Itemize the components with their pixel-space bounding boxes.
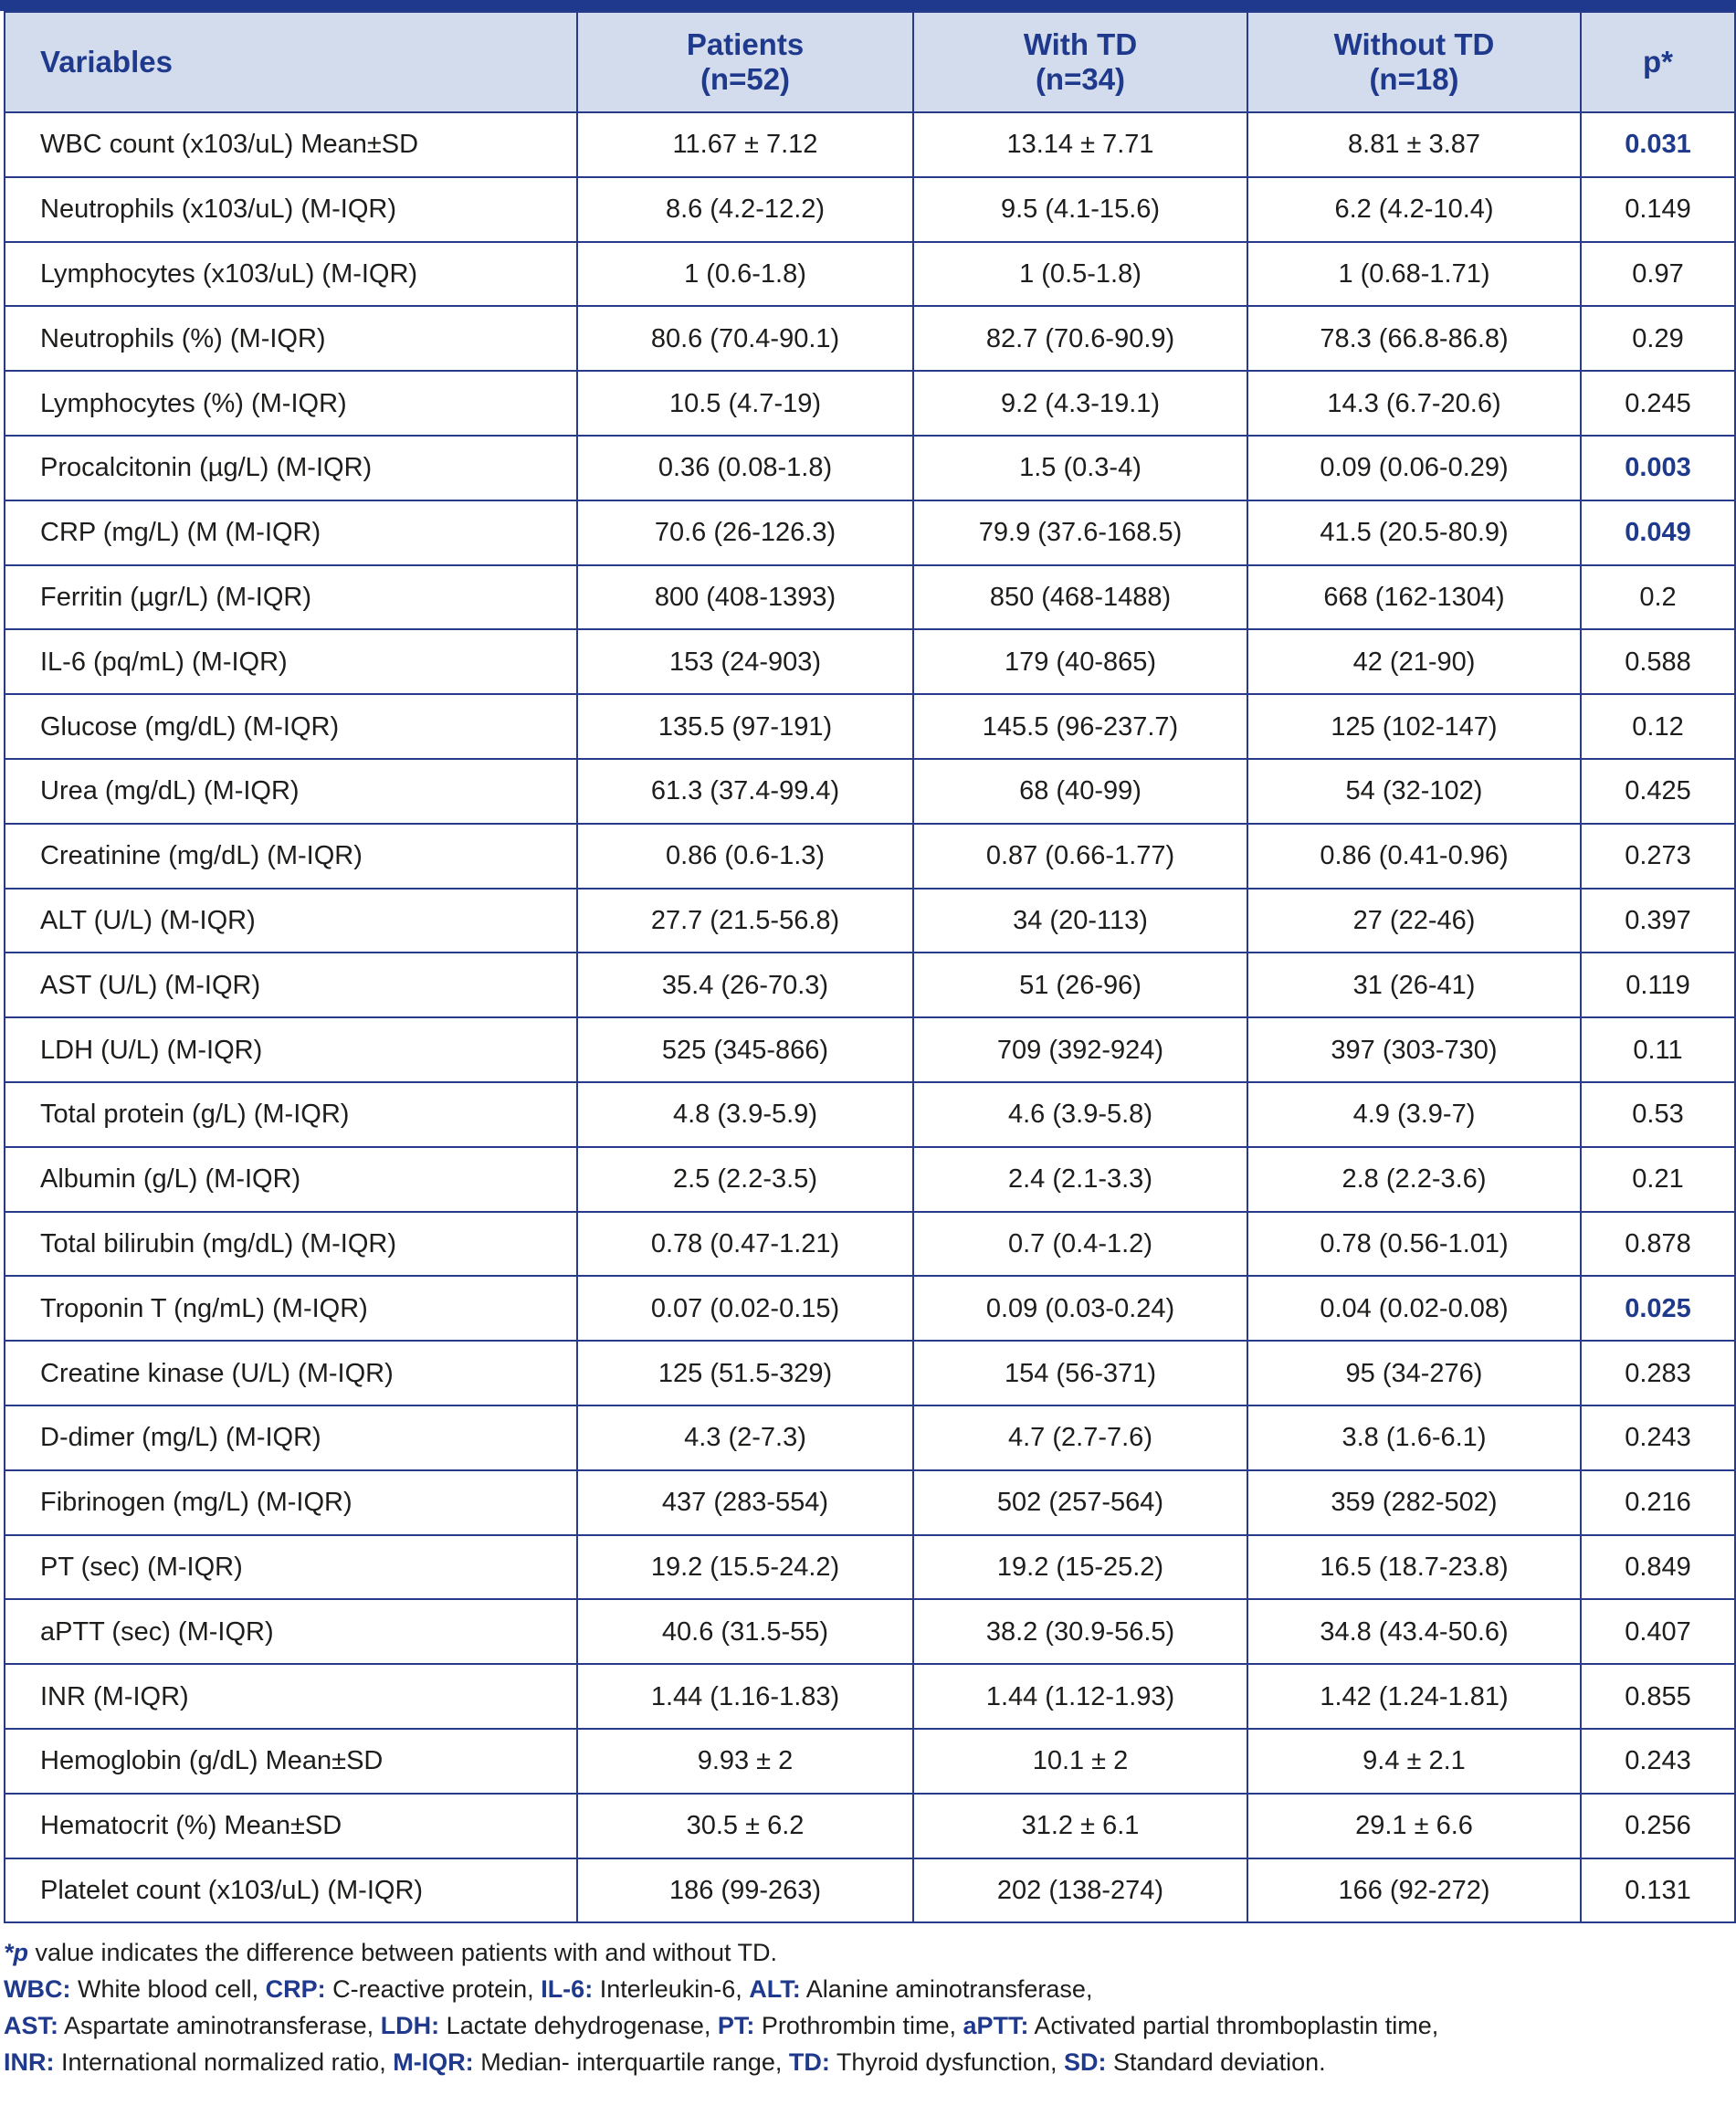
abbreviation-term: LDH: — [380, 2012, 440, 2039]
cell-without-td: 3.8 (1.6-6.1) — [1247, 1405, 1581, 1470]
cell-variable: Procalcitonin (µg/L) (M-IQR) — [5, 436, 577, 500]
abbreviation-term: ALT: — [749, 1975, 801, 2003]
abbreviation-term: CRP: — [265, 1975, 326, 2003]
cell-with-td: 10.1 ± 2 — [913, 1729, 1247, 1794]
abbreviation-list — [4, 1971, 1730, 2080]
lab-results-table — [4, 11, 1736, 1923]
cell-with-td: 179 (40-865) — [913, 629, 1247, 694]
cell-without-td: 2.8 (2.2-3.6) — [1247, 1147, 1581, 1212]
cell-with-td: 1.44 (1.12-1.93) — [913, 1664, 1247, 1729]
cell-variable: CRP (mg/L) (M (M-IQR) — [5, 500, 577, 565]
cell-variable: Albumin (g/L) (M-IQR) — [5, 1147, 577, 1212]
cell-p: 0.855 — [1581, 1664, 1735, 1729]
table-row — [5, 1082, 1735, 1147]
cell-without-td: 9.4 ± 2.1 — [1247, 1729, 1581, 1794]
cell-without-td: 0.04 (0.02-0.08) — [1247, 1276, 1581, 1341]
cell-without-td: 27 (22-46) — [1247, 889, 1581, 953]
abbreviation-term: INR: — [4, 2048, 55, 2076]
cell-patients: 0.07 (0.02-0.15) — [577, 1276, 913, 1341]
cell-variable: ALT (U/L) (M-IQR) — [5, 889, 577, 953]
abbreviation-definition: Interleukin-6, — [593, 1975, 750, 2003]
cell-with-td: 19.2 (15-25.2) — [913, 1535, 1247, 1600]
cell-without-td: 54 (32-102) — [1247, 759, 1581, 824]
cell-p: 0.243 — [1581, 1405, 1735, 1470]
cell-variable: Total bilirubin (mg/dL) (M-IQR) — [5, 1212, 577, 1277]
cell-patients: 27.7 (21.5-56.8) — [577, 889, 913, 953]
cell-p: 0.97 — [1581, 242, 1735, 307]
cell-with-td: 202 (138-274) — [913, 1858, 1247, 1923]
table-row — [5, 500, 1735, 565]
cell-patients: 437 (283-554) — [577, 1470, 913, 1535]
abbreviation-definition: Standard deviation. — [1106, 2048, 1326, 2076]
abbreviation-definition: C-reactive protein, — [325, 1975, 542, 2003]
cell-with-td: 38.2 (30.9-56.5) — [913, 1599, 1247, 1664]
cell-without-td: 0.86 (0.41-0.96) — [1247, 824, 1581, 889]
cell-patients: 800 (408-1393) — [577, 565, 913, 630]
cell-patients: 0.86 (0.6-1.3) — [577, 824, 913, 889]
cell-patients: 8.6 (4.2-12.2) — [577, 177, 913, 242]
cell-patients: 1.44 (1.16-1.83) — [577, 1664, 913, 1729]
cell-with-td: 850 (468-1488) — [913, 565, 1247, 630]
table-row — [5, 824, 1735, 889]
cell-variable: Fibrinogen (mg/L) (M-IQR) — [5, 1470, 577, 1535]
cell-with-td: 145.5 (96-237.7) — [913, 694, 1247, 759]
abbreviation-term: TD: — [788, 2048, 830, 2076]
cell-variable: PT (sec) (M-IQR) — [5, 1535, 577, 1600]
cell-p: 0.407 — [1581, 1599, 1735, 1664]
cell-p: 0.031 — [1581, 112, 1735, 177]
cell-p: 0.243 — [1581, 1729, 1735, 1794]
cell-with-td: 4.7 (2.7-7.6) — [913, 1405, 1247, 1470]
abbreviation-definition: Activated partial thromboplastin time, — [1028, 2012, 1439, 2039]
cell-patients: 2.5 (2.2-3.5) — [577, 1147, 913, 1212]
cell-variable: Lymphocytes (%) (M-IQR) — [5, 371, 577, 436]
cell-p: 0.53 — [1581, 1082, 1735, 1147]
table-row — [5, 306, 1735, 371]
footnote-p-marker: *p — [4, 1939, 28, 1966]
cell-p: 0.397 — [1581, 889, 1735, 953]
cell-patients: 4.3 (2-7.3) — [577, 1405, 913, 1470]
cell-without-td: 34.8 (43.4-50.6) — [1247, 1599, 1581, 1664]
cell-variable: Creatinine (mg/dL) (M-IQR) — [5, 824, 577, 889]
table-row — [5, 112, 1735, 177]
abbreviation-term: WBC: — [4, 1975, 71, 2003]
table-row — [5, 1470, 1735, 1535]
abbreviation-definition: Median- interquartile range, — [473, 2048, 789, 2076]
abbreviation-definition: International normalized ratio, — [54, 2048, 394, 2076]
table-body — [5, 112, 1735, 1922]
cell-without-td: 0.09 (0.06-0.29) — [1247, 436, 1581, 500]
abbreviation-term: AST: — [4, 2012, 58, 2039]
cell-patients: 135.5 (97-191) — [577, 694, 913, 759]
table-row — [5, 1017, 1735, 1082]
cell-p: 0.29 — [1581, 306, 1735, 371]
cell-variable: Troponin T (ng/mL) (M-IQR) — [5, 1276, 577, 1341]
abbreviation-line — [4, 2044, 1730, 2080]
cell-patients: 4.8 (3.9-5.9) — [577, 1082, 913, 1147]
header-without-td-count: (n=18) — [1369, 62, 1459, 96]
cell-without-td: 95 (34-276) — [1247, 1341, 1581, 1405]
cell-with-td: 9.2 (4.3-19.1) — [913, 371, 1247, 436]
header-patients-label: Patients — [686, 27, 805, 61]
cell-variable: Lymphocytes (x103/uL) (M-IQR) — [5, 242, 577, 307]
cell-variable: Total protein (g/L) (M-IQR) — [5, 1082, 577, 1147]
cell-without-td: 668 (162-1304) — [1247, 565, 1581, 630]
cell-patients: 1 (0.6-1.8) — [577, 242, 913, 307]
cell-p: 0.12 — [1581, 694, 1735, 759]
cell-with-td: 154 (56-371) — [913, 1341, 1247, 1405]
cell-variable: Neutrophils (%) (M-IQR) — [5, 306, 577, 371]
cell-patients: 0.78 (0.47-1.21) — [577, 1212, 913, 1277]
cell-p: 0.878 — [1581, 1212, 1735, 1277]
cell-without-td: 78.3 (66.8-86.8) — [1247, 306, 1581, 371]
cell-without-td: 359 (282-502) — [1247, 1470, 1581, 1535]
cell-patients: 153 (24-903) — [577, 629, 913, 694]
abbreviation-definition: Lactate dehydrogenase, — [439, 2012, 718, 2039]
cell-with-td: 31.2 ± 6.1 — [913, 1794, 1247, 1858]
header-patients-count: (n=52) — [700, 62, 791, 96]
cell-with-td: 1.5 (0.3-4) — [913, 436, 1247, 500]
cell-with-td: 709 (392-924) — [913, 1017, 1247, 1082]
cell-p: 0.425 — [1581, 759, 1735, 824]
header-p-value: p* — [1581, 12, 1735, 112]
cell-with-td: 9.5 (4.1-15.6) — [913, 177, 1247, 242]
abbreviation-line — [4, 2007, 1730, 2044]
table-row — [5, 1147, 1735, 1212]
cell-with-td: 13.14 ± 7.71 — [913, 112, 1247, 177]
cell-variable: Hematocrit (%) Mean±SD — [5, 1794, 577, 1858]
cell-p: 0.849 — [1581, 1535, 1735, 1600]
cell-without-td: 31 (26-41) — [1247, 953, 1581, 1017]
cell-p: 0.245 — [1581, 371, 1735, 436]
table-row — [5, 953, 1735, 1017]
header-without-td-label: Without TD — [1333, 27, 1495, 61]
cell-without-td: 0.78 (0.56-1.01) — [1247, 1212, 1581, 1277]
cell-without-td: 4.9 (3.9-7) — [1247, 1082, 1581, 1147]
abbreviation-term: PT: — [717, 2012, 755, 2039]
cell-variable: Neutrophils (x103/uL) (M-IQR) — [5, 177, 577, 242]
abbreviation-line — [4, 1971, 1730, 2007]
cell-with-td: 68 (40-99) — [913, 759, 1247, 824]
cell-patients: 9.93 ± 2 — [577, 1729, 913, 1794]
cell-patients: 80.6 (70.4-90.1) — [577, 306, 913, 371]
cell-with-td: 79.9 (37.6-168.5) — [913, 500, 1247, 565]
cell-p: 0.003 — [1581, 436, 1735, 500]
abbreviation-term: aPTT: — [963, 2012, 1029, 2039]
cell-p: 0.149 — [1581, 177, 1735, 242]
cell-without-td: 8.81 ± 3.87 — [1247, 112, 1581, 177]
table-row — [5, 1535, 1735, 1600]
table-row — [5, 1276, 1735, 1341]
cell-patients: 61.3 (37.4-99.4) — [577, 759, 913, 824]
cell-without-td: 166 (92-272) — [1247, 1858, 1581, 1923]
cell-with-td: 0.09 (0.03-0.24) — [913, 1276, 1247, 1341]
cell-p: 0.283 — [1581, 1341, 1735, 1405]
cell-patients: 70.6 (26-126.3) — [577, 500, 913, 565]
cell-patients: 525 (345-866) — [577, 1017, 913, 1082]
cell-without-td: 42 (21-90) — [1247, 629, 1581, 694]
cell-p: 0.131 — [1581, 1858, 1735, 1923]
cell-with-td: 51 (26-96) — [913, 953, 1247, 1017]
cell-with-td: 0.87 (0.66-1.77) — [913, 824, 1247, 889]
cell-variable: Urea (mg/dL) (M-IQR) — [5, 759, 577, 824]
table-row — [5, 694, 1735, 759]
abbreviation-definition: Aspartate aminotransferase, — [58, 2012, 381, 2039]
cell-p: 0.11 — [1581, 1017, 1735, 1082]
cell-variable: D-dimer (mg/L) (M-IQR) — [5, 1405, 577, 1470]
cell-without-td: 6.2 (4.2-10.4) — [1247, 177, 1581, 242]
cell-without-td: 397 (303-730) — [1247, 1017, 1581, 1082]
header-patients — [577, 12, 913, 112]
cell-with-td: 34 (20-113) — [913, 889, 1247, 953]
cell-p: 0.21 — [1581, 1147, 1735, 1212]
table-row — [5, 889, 1735, 953]
table-footnotes — [4, 1934, 1730, 2080]
cell-patients: 10.5 (4.7-19) — [577, 371, 913, 436]
cell-without-td: 41.5 (20.5-80.9) — [1247, 500, 1581, 565]
cell-variable: INR (M-IQR) — [5, 1664, 577, 1729]
header-with-td-count: (n=34) — [1035, 62, 1126, 96]
table-row — [5, 1341, 1735, 1405]
cell-with-td: 1 (0.5-1.8) — [913, 242, 1247, 307]
top-rule — [0, 0, 1736, 11]
cell-p: 0.216 — [1581, 1470, 1735, 1535]
abbreviation-definition: Thyroid dysfunction, — [829, 2048, 1064, 2076]
abbreviation-term: IL-6: — [541, 1975, 594, 2003]
cell-with-td: 0.7 (0.4-1.2) — [913, 1212, 1247, 1277]
table-row — [5, 177, 1735, 242]
table-header-row — [5, 12, 1735, 112]
cell-with-td: 4.6 (3.9-5.8) — [913, 1082, 1247, 1147]
cell-variable: Glucose (mg/dL) (M-IQR) — [5, 694, 577, 759]
cell-patients: 35.4 (26-70.3) — [577, 953, 913, 1017]
abbreviation-definition: Prothrombin time, — [754, 2012, 963, 2039]
header-without-td — [1247, 12, 1581, 112]
abbreviation-term: SD: — [1064, 2048, 1107, 2076]
table-row — [5, 1664, 1735, 1729]
abbreviation-term: M-IQR: — [393, 2048, 474, 2076]
table-row — [5, 1858, 1735, 1923]
cell-without-td: 1 (0.68-1.71) — [1247, 242, 1581, 307]
cell-variable: Ferritin (µgr/L) (M-IQR) — [5, 565, 577, 630]
table-row — [5, 242, 1735, 307]
cell-without-td: 16.5 (18.7-23.8) — [1247, 1535, 1581, 1600]
table-row — [5, 1794, 1735, 1858]
header-with-td-label: With TD — [1023, 27, 1138, 61]
table-row — [5, 436, 1735, 500]
table-row — [5, 629, 1735, 694]
abbreviation-definition: Alanine aminotransferase, — [800, 1975, 1093, 2003]
table-row — [5, 565, 1735, 630]
table-row — [5, 371, 1735, 436]
cell-p: 0.256 — [1581, 1794, 1735, 1858]
cell-p: 0.049 — [1581, 500, 1735, 565]
cell-without-td: 14.3 (6.7-20.6) — [1247, 371, 1581, 436]
cell-with-td: 2.4 (2.1-3.3) — [913, 1147, 1247, 1212]
footnote-p-text: value indicates the difference between patients with and without TD. — [28, 1939, 778, 1966]
table-row — [5, 1405, 1735, 1470]
table-row — [5, 1212, 1735, 1277]
cell-patients: 19.2 (15.5-24.2) — [577, 1535, 913, 1600]
cell-without-td: 125 (102-147) — [1247, 694, 1581, 759]
cell-p: 0.119 — [1581, 953, 1735, 1017]
table-row — [5, 759, 1735, 824]
table-row — [5, 1729, 1735, 1794]
cell-variable: Hemoglobin (g/dL) Mean±SD — [5, 1729, 577, 1794]
cell-with-td: 82.7 (70.6-90.9) — [913, 306, 1247, 371]
table-row — [5, 1599, 1735, 1664]
cell-patients: 186 (99-263) — [577, 1858, 913, 1923]
header-with-td — [913, 12, 1247, 112]
cell-variable: AST (U/L) (M-IQR) — [5, 953, 577, 1017]
abbreviation-definition: White blood cell, — [70, 1975, 266, 2003]
cell-patients: 0.36 (0.08-1.8) — [577, 436, 913, 500]
cell-patients: 11.67 ± 7.12 — [577, 112, 913, 177]
cell-variable: LDH (U/L) (M-IQR) — [5, 1017, 577, 1082]
cell-variable: Platelet count (x103/uL) (M-IQR) — [5, 1858, 577, 1923]
cell-p: 0.588 — [1581, 629, 1735, 694]
cell-patients: 40.6 (31.5-55) — [577, 1599, 913, 1664]
header-variables: Variables — [5, 12, 577, 112]
cell-patients: 125 (51.5-329) — [577, 1341, 913, 1405]
cell-without-td: 29.1 ± 6.6 — [1247, 1794, 1581, 1858]
cell-variable: WBC count (x103/uL) Mean±SD — [5, 112, 577, 177]
cell-variable: Creatine kinase (U/L) (M-IQR) — [5, 1341, 577, 1405]
cell-variable: aPTT (sec) (M-IQR) — [5, 1599, 577, 1664]
cell-with-td: 502 (257-564) — [913, 1470, 1247, 1535]
cell-p: 0.2 — [1581, 565, 1735, 630]
cell-p: 0.273 — [1581, 824, 1735, 889]
cell-without-td: 1.42 (1.24-1.81) — [1247, 1664, 1581, 1729]
cell-variable: IL-6 (pq/mL) (M-IQR) — [5, 629, 577, 694]
cell-p: 0.025 — [1581, 1276, 1735, 1341]
footnote-p-value — [4, 1934, 1730, 1971]
cell-patients: 30.5 ± 6.2 — [577, 1794, 913, 1858]
